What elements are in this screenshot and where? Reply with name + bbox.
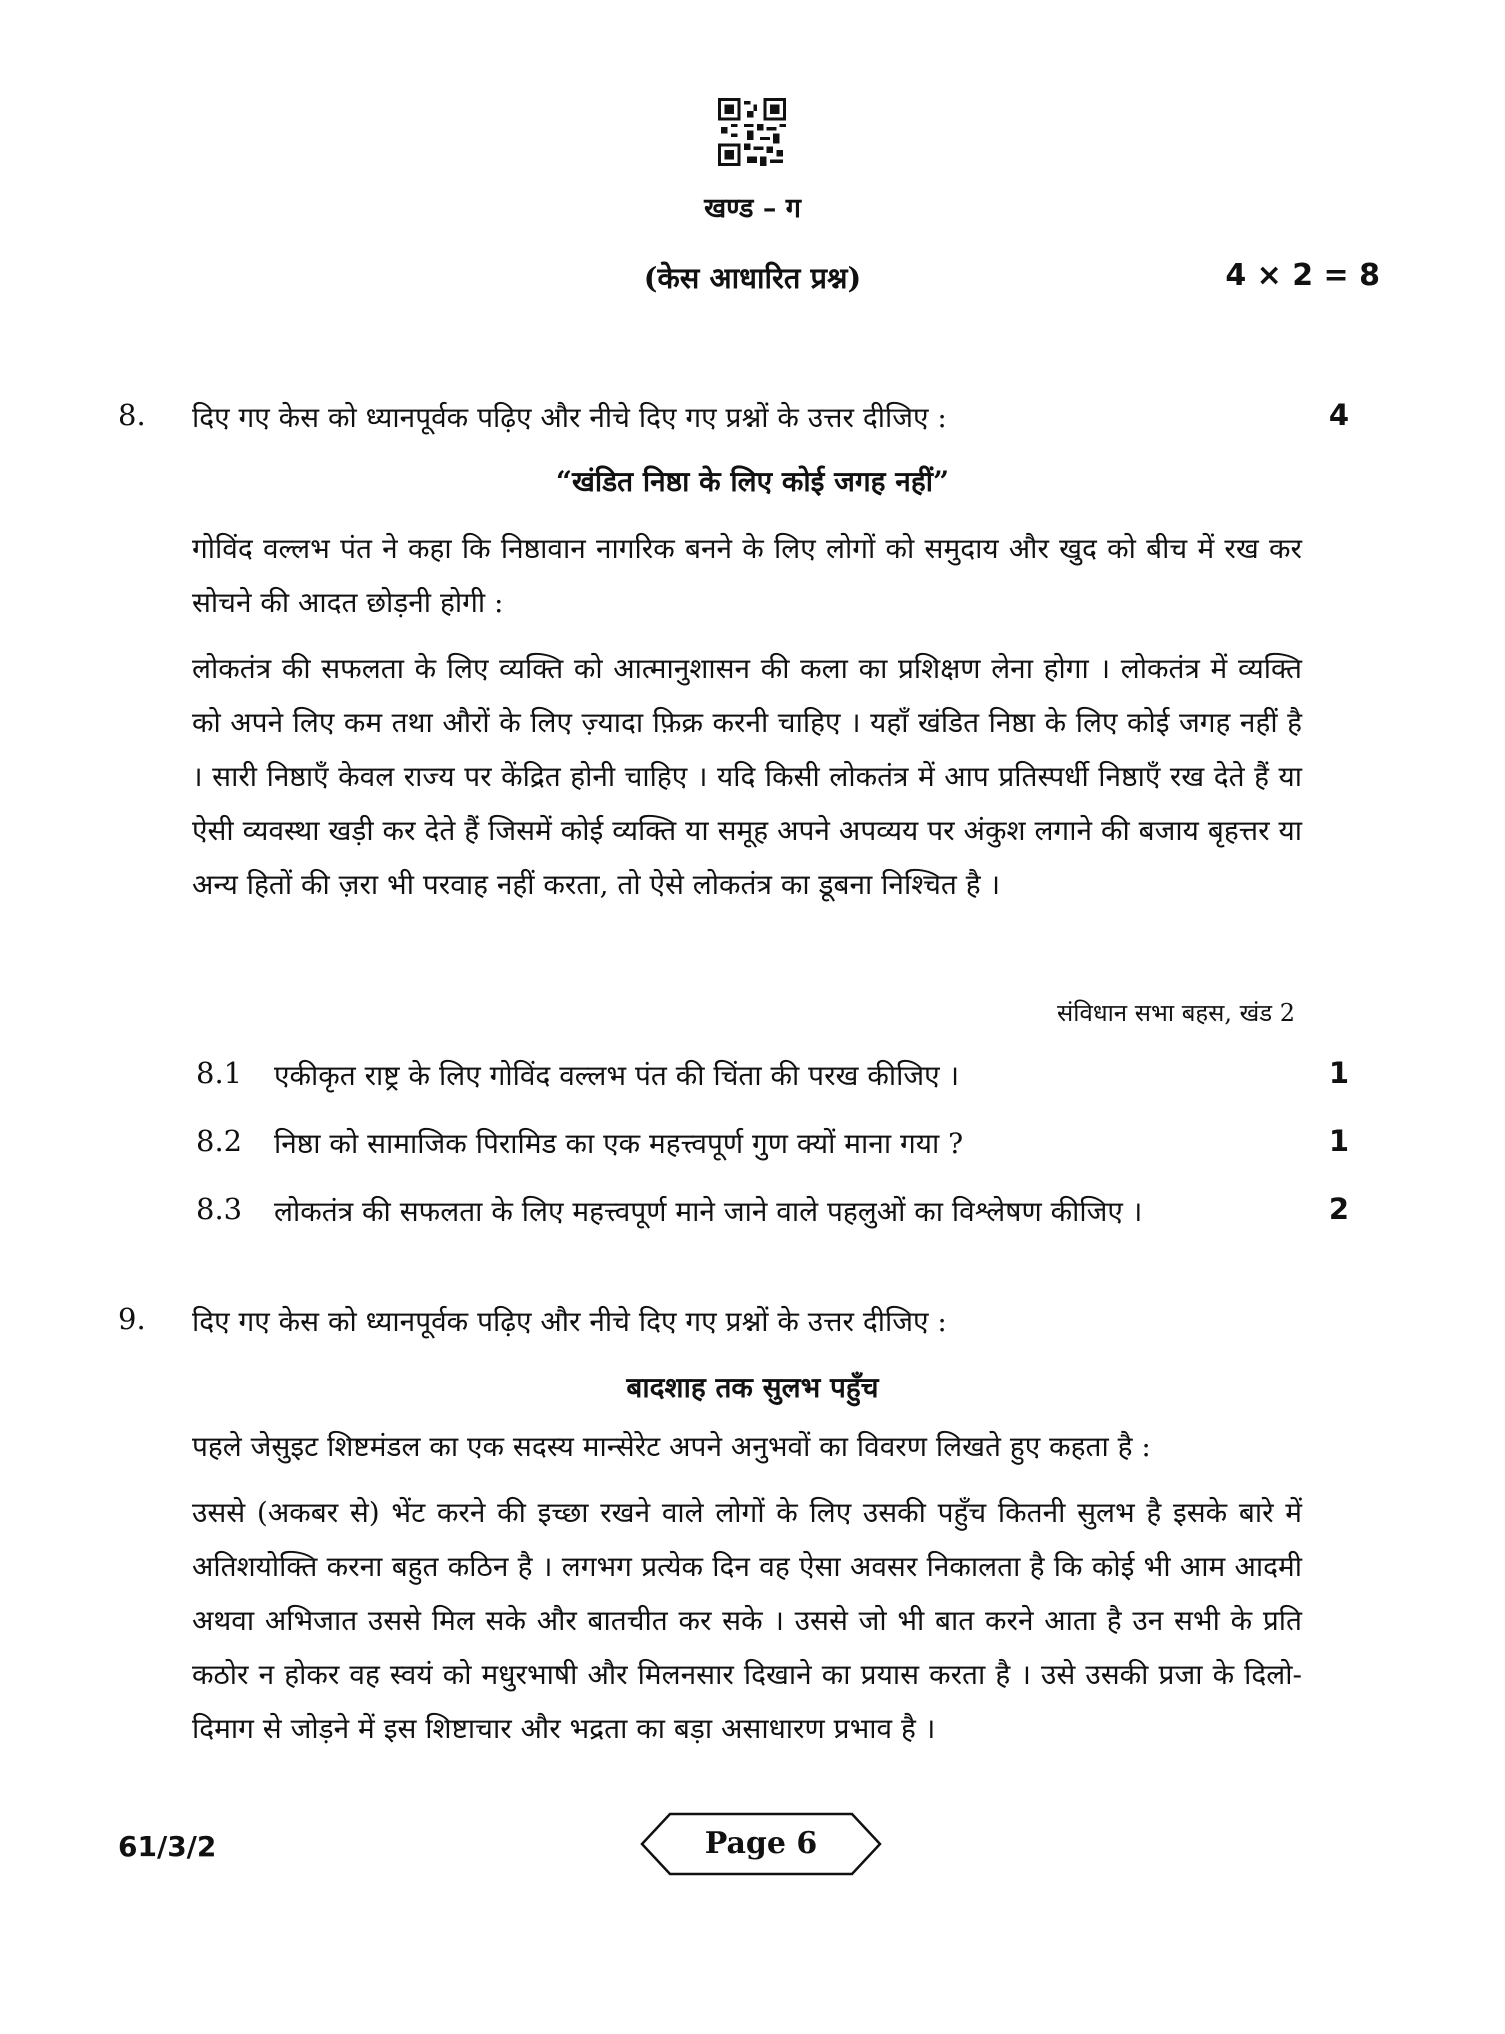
subquestion-text: निष्ठा को सामाजिक पिरामिड का एक महत्त्वपूर्ण गुण क्यों माना गया ?	[274, 1127, 964, 1160]
subquestion-marks: 2	[1328, 1192, 1349, 1226]
question-8-passage: लोकतंत्र की सफलता के लिए व्यक्ति को आत्मानुशासन की कला का प्रशिक्षण लेना होगा । लोकतंत्र में व्यक्ति को अपने लिए कम तथा औरों के लिए ज़्यादा फ़िक्र करनी चाहिए । यहाँ खंडित निष्ठा के लिए कोई जगह नहीं है । सारी निष्ठाएँ केवल राज्य पर केंद्रित होनी चाहिए । यदि किसी लोकतंत्र में आप प्रतिस्पर्धी निष्ठाएँ रख देते हैं या ऐसी व्यवस्था खड़ी कर देते हैं जिसमें कोई व्यक्ति या समूह अपने अपव्यय पर अंकुश लगाने की बजाय बृहत्तर या अन्य हितों की ज़रा भी परवाह नहीं करता, तो ऐसे लोकतंत्र का डूबना निश्चित है ।	[192, 652, 1302, 901]
question-9-passage: उससे (अकबर से) भेंट करने की इच्छा रखने वाले लोगों के लिए उसकी पहुँच कितनी सुलभ है इसके बारे में अतिशयोक्ति करना बहुत कठिन है । लगभग प्रत्येक दिन वह ऐसा अवसर निकालता है कि कोई भी आम आदमी अथवा अभिजात उससे मिल सके और बातचीत कर सके । उससे जो भी बात करने आता है उन सभी के प्रति कठोर न होकर वह स्वयं को मधुरभाषी और मिलनसार दिखाने का प्रयास करता है । उसे उसकी प्रजा के दिलो-दिमाग से जोड़ने में इस शिष्टाचार और भद्रता का बड़ा असाधारण प्रभाव है ।	[192, 1496, 1302, 1745]
subquestion-8-1	[196, 1056, 1355, 1096]
subquestion-number: 8.3	[196, 1192, 243, 1226]
question-9-case-title: बादशाह तक सुलभ पहुँच	[626, 1371, 879, 1404]
question-8-case-title: “खंडित निष्ठा के लिए कोई जगह नहीं”	[555, 465, 950, 498]
paper-code: 61/3/2	[118, 1830, 217, 1863]
qr-code-icon	[718, 98, 786, 166]
question-8-source: संविधान सभा बहस, खंड 2	[1057, 999, 1295, 1027]
subquestion-8-3	[196, 1192, 1355, 1232]
page-number-badge	[640, 1812, 882, 1876]
question-8-marks: 4	[1328, 398, 1349, 432]
section-total-marks: 4 × 2 = 8	[1225, 258, 1380, 293]
question-9-intro: पहले जेसुइट शिष्टमंडल का एक सदस्य मान्सेरेट अपने अनुभवों का विवरण लिखते हुए कहता है :	[192, 1430, 1151, 1463]
subquestion-number: 8.2	[196, 1124, 243, 1158]
subquestion-marks: 1	[1328, 1056, 1349, 1090]
section-title: खण्ड – ग	[704, 193, 801, 224]
case-based-heading: (केस आधारित प्रश्न)	[643, 261, 862, 295]
question-8-intro: गोविंद वल्लभ पंत ने कहा कि निष्ठावान नागरिक बनने के लिए लोगों को समुदाय और खुद को बीच में रख कर सोचने की आदत छोड़नी होगी :	[192, 532, 1302, 619]
page-number: Page 6	[704, 1826, 818, 1861]
subquestion-marks: 1	[1328, 1124, 1349, 1158]
subquestion-text: एकीकृत राष्ट्र के लिए गोविंद वल्लभ पंत की चिंता की परख कीजिए ।	[274, 1059, 960, 1092]
subquestion-8-2	[196, 1124, 1355, 1164]
question-8-number: 8.	[118, 398, 146, 432]
subquestion-number: 8.1	[196, 1056, 243, 1090]
question-8-instruction: दिए गए केस को ध्यानपूर्वक पढ़िए और नीचे दिए गए प्रश्नों के उत्तर दीजिए :	[192, 401, 947, 434]
subquestion-text: लोकतंत्र की सफलता के लिए महत्त्वपूर्ण माने जाने वाले पहलुओं का विश्लेषण कीजिए ।	[274, 1195, 1143, 1228]
question-9-instruction: दिए गए केस को ध्यानपूर्वक पढ़िए और नीचे दिए गए प्रश्नों के उत्तर दीजिए :	[192, 1305, 947, 1338]
question-9-number: 9.	[118, 1302, 146, 1336]
